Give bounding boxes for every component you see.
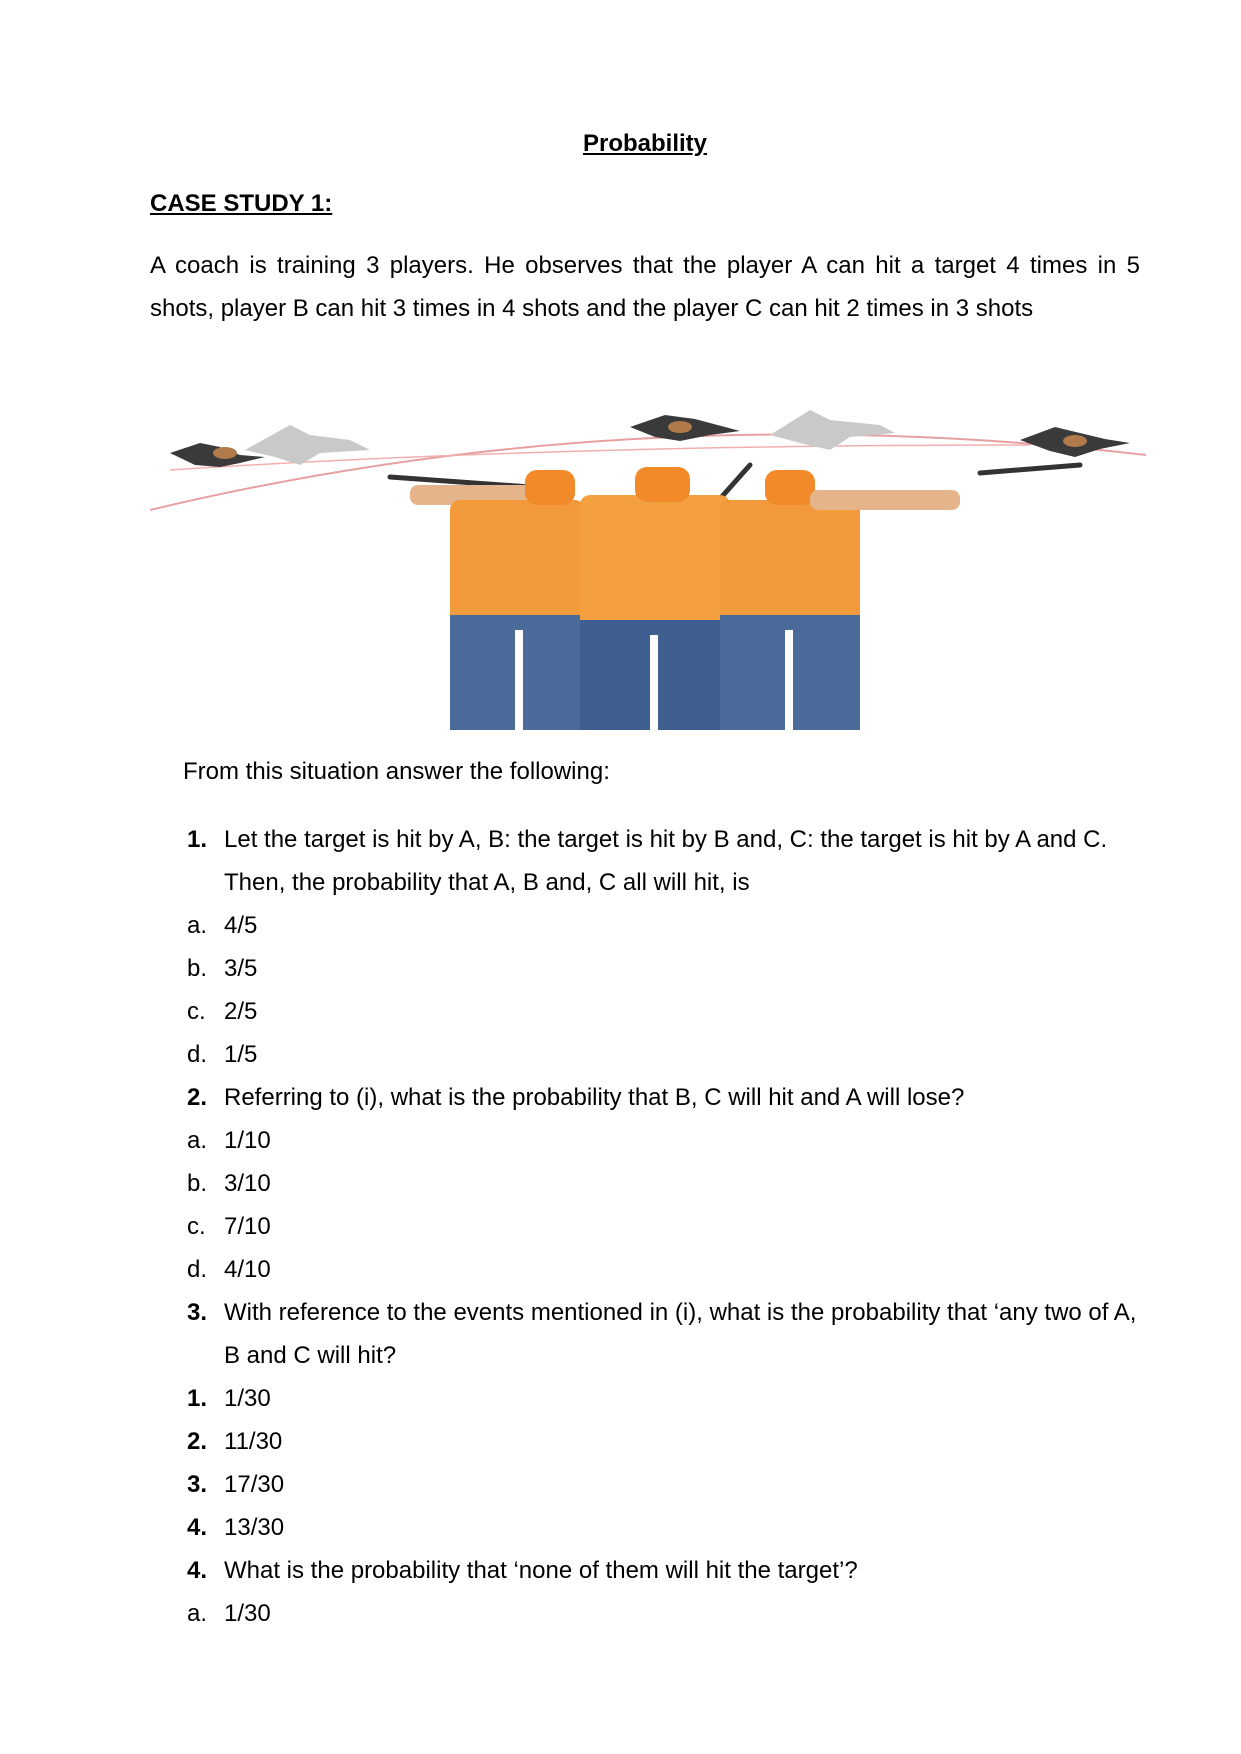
answer-option — [187, 904, 1147, 947]
item-text: 2/5 — [224, 998, 258, 1025]
item-text: 1/10 — [224, 1127, 271, 1154]
item-text: 17/30 — [224, 1471, 285, 1498]
question-item — [187, 1420, 1147, 1463]
question-list — [187, 818, 1147, 1635]
shooter-right — [720, 470, 960, 730]
instruction-text: From this situation answer the following: — [183, 758, 610, 785]
item-marker: 4. — [187, 1514, 208, 1541]
item-marker: a. — [187, 1600, 208, 1627]
shooter-left — [410, 470, 585, 730]
question-item — [187, 1377, 1147, 1420]
item-text: 11/30 — [224, 1428, 283, 1455]
item-marker: 3. — [187, 1299, 208, 1326]
item-marker: a. — [187, 912, 208, 939]
item-text: 1/5 — [224, 1041, 258, 1068]
item-marker: 2. — [187, 1428, 208, 1455]
item-text: What is the probability that ‘none of them will hit the target’? — [224, 1557, 858, 1584]
answer-option — [187, 947, 1147, 990]
question-item — [187, 1463, 1147, 1506]
item-text: With reference to the events mentioned in (i), what is the probability that ‘any two of A, B and C will hit? — [224, 1299, 1137, 1369]
item-text: 4/5 — [224, 912, 258, 939]
item-text: 1/30 — [224, 1385, 271, 1412]
item-marker: c. — [187, 1213, 206, 1240]
answer-option — [187, 1592, 1147, 1635]
three-shooters-illustration — [150, 405, 1146, 730]
item-text: 13/30 — [224, 1514, 285, 1541]
case-intro-paragraph: A coach is training 3 players. He observes that the player A can hit a target 4 times in 5 shots, player B can hit 3 times in 4 shots and the player C can hit 2 times in 3 shots — [150, 252, 1140, 322]
item-text: 4/10 — [224, 1256, 271, 1283]
item-text: Referring to (i), what is the probability that B, C will hit and A will lose? — [224, 1084, 965, 1111]
page-title: Probability — [582, 130, 708, 157]
item-marker: c. — [187, 998, 206, 1025]
item-text: 1/30 — [224, 1600, 271, 1627]
answer-option — [187, 1205, 1147, 1248]
item-marker: a. — [187, 1127, 208, 1154]
item-marker: d. — [187, 1041, 208, 1068]
answer-option — [187, 1033, 1147, 1076]
question-item — [187, 1506, 1147, 1549]
item-marker: 1. — [187, 826, 208, 853]
answer-option — [187, 1119, 1147, 1162]
answer-option — [187, 1162, 1147, 1205]
item-text: 3/10 — [224, 1170, 271, 1197]
answer-option — [187, 1248, 1147, 1291]
answer-option — [187, 990, 1147, 1033]
item-text: 7/10 — [224, 1213, 271, 1240]
item-marker: d. — [187, 1256, 208, 1283]
item-text: Let the target is hit by A, B: the target is hit by B and, C: the target is hit by A and C. Then, the probability that A, B and, C all will hit, is — [224, 826, 1108, 896]
item-marker: 4. — [187, 1557, 208, 1584]
item-marker: 3. — [187, 1471, 208, 1498]
question-item — [187, 1549, 1147, 1592]
shooter-center — [580, 467, 730, 730]
bird-shadow-icon — [245, 410, 895, 465]
item-marker: b. — [187, 955, 208, 982]
question-item — [187, 818, 1147, 904]
question-item — [187, 1076, 1147, 1119]
item-marker: 1. — [187, 1385, 208, 1412]
case-study-heading: CASE STUDY 1: — [150, 190, 333, 217]
question-item — [187, 1291, 1147, 1377]
item-text: 3/5 — [224, 955, 258, 982]
item-marker: 2. — [187, 1084, 208, 1111]
item-marker: b. — [187, 1170, 208, 1197]
